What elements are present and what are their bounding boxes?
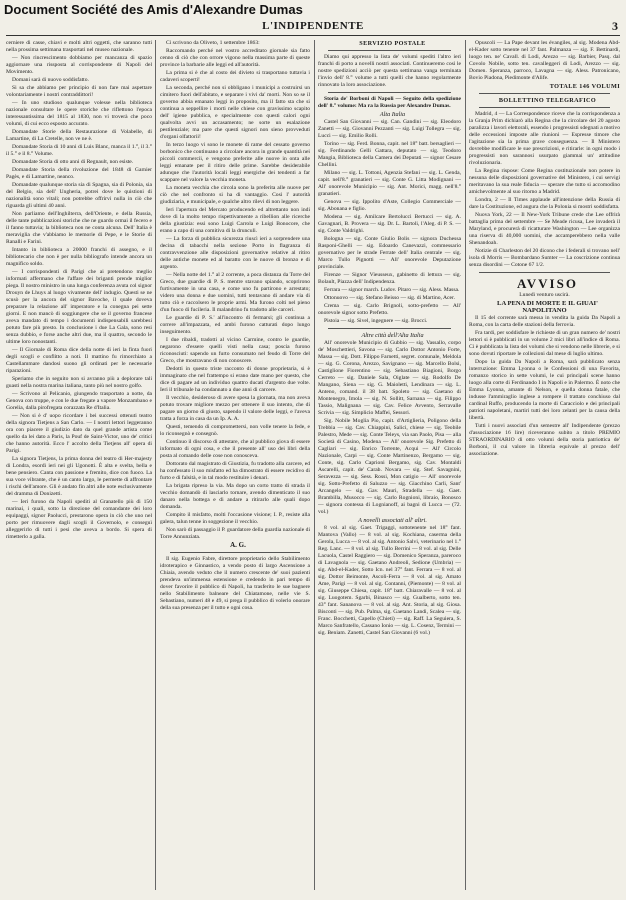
article-paragraph: Dottorato dal magistrato di Giustizia, fu tradotto alla carcere, ed ha confessato il suo misfatto ed ha dimostrato di essere recidivo di furto e di falsità, e in tal modo restituire i denari.	[160, 461, 310, 481]
notice-subheading: LA PENA DI MORTE E IL GIUAI' NAPOLITANO	[497, 300, 598, 314]
column-3	[318, 40, 461, 895]
column-2	[160, 40, 310, 895]
telegram-item: Londra, 2 — Il Times applaude all'intenzione della Russia di dare la Costituzione, ed augura che la Polonia si mostri soddisfatta.	[469, 197, 620, 210]
article-paragraph: Le guardie di P. S.' all'incontro di fermarsi; gli continua a correre all'impazzata, ed ambi furono catturati dopo lungo inseguimento.	[160, 315, 310, 335]
article-paragraph: — Scrivono al Pelicanio, giungendo trasportato a notte, da Genova con truppe, e con le due fregate a vapore Monzambano e Gorelia, dalla pirofregata corazzata Re d'Italia.	[6, 391, 152, 411]
section-rule	[479, 272, 610, 273]
column-divider	[465, 40, 466, 890]
subscriber-list: All' onorevole Municipio di Gubbio — sig. Vassallo, corpo de' Moschettieri, Savona — sig. Carlo Dottor Antonio Forte, Massa — sig. Dott. Filippo Farnetti, segret. comunale, Meldola — sig. G. Corona, Arezzo, Savignano — sig. Marcello Bolsi, Castiglione Fiorentino — sig. Sebastiano Biagioni, Borgo Cerreto — sig. Daniele Sala, Oiglate — sig. Rodolfo De Mangano, Siena — sig. G. Maioletti, Lendinara — sig. L. Anteno, comand. il 38 batt. Spoleto — sig. Gaetano di Montenegro, Imola — sig. N. Sollitt, Sarnana — sig. Filippo Tassio, Malignana — sig. Cav. Felice Avvento, Serravalle Scrivia — sig. Simplicio Maffei, Sessori.	[318, 340, 461, 416]
notice-paragraph: Lunedì venturo uscirà.	[519, 292, 570, 298]
header-rule	[6, 35, 620, 36]
article-paragraph: Ieri l'apertura del Mercato producendo ed altrettanto non indi dove di la molto tempo rispettivamente a ribellion alle ricerche della giustizia: essi sono Luigi Carrola e Luigi Bonocore, che erano a capo di una comitiva di la drunculi.	[160, 207, 310, 234]
article-paragraph: Il vecchio, desideroso di avere spesa la giornata, ma non aveva potuto trovare migliore mezzo per ottenere il suo intento, che di pagare un giorno di giusto, sapendo il valore delle leggi, e l'aveva tratta a forza in casa da un Ip. A. A.	[160, 395, 310, 422]
article-paragraph: Il sig. Eugenio Fabre, direttore proprietario dello Stabilimento idroterapico e Ginnastico, a vendo posto di largo Ascensione a Chiaia, avendo veduto che il numero crescente de' suoi pazienti prendeva un'immensa estensione e credendo in pari tempo di dover favorire il pubblico di Napoli, ha trasferito le sue bagnere nello Stabilimento balneare del Chiatamone, nelle vie S. Sebastiano, numeri 48 e 49, si prega il pubblico di volerlo onorare della sua presenza per il tutto e ogni cosa.	[160, 556, 310, 611]
article-paragraph: La moneta vecchia che circola sono la preferita alle nuove per ciò che nel confronto si ha di vantaggio. Così l' autorità giudiziaria, e municipale, e qualche altro rilevi di non leggere.	[160, 185, 310, 205]
article-paragraph: Domandate Storia della rivoluzione del 1848 di Garnier Pagès, e di Lamartine, neanco.	[6, 167, 152, 180]
volume-total: TOTALE 146 VOLUMI	[549, 83, 620, 90]
newspaper-title: L'INDIPENDENTE	[262, 20, 364, 32]
article-paragraph: In terzo luogo vi sono le monete di rame del cessato governo borbonico che continuano a circolare ancora in grande quantità nei piccoli commercii, e vengono preferite alle nuove in onta alle leggi emanate per il ritiro delle prime. Sarebbe desiderabile adunque che l'autorità locali leggi energiche dei tendenti a far scappare nel valore la vecchia moneta.	[160, 142, 310, 183]
article-paragraph: Domani sarà di nuovo soddisfatto.	[12, 77, 89, 83]
article-paragraph: Non sarò di passaggio il P. guardatore della guardia nazionale di Torre Annunziata.	[160, 527, 310, 540]
column-4	[469, 40, 620, 895]
section-rule	[170, 552, 300, 553]
subsection-heading: A novelli associati all' altri.	[358, 517, 427, 524]
subscriber-list: Bologna — sig. Conte Giulio Bolis — signora Duchessa Rasponi-Ghelli — sig. Edoardo Canevazzi, commessario governativo per le strade Ferrate dell' Italia centrale — sig. Marco Tullo Pignotti — All' onorevole Deputazione provinciale.	[318, 236, 461, 270]
article-paragraph: — Ieri furono da Napoli spediti al Granatello più di 150 marinai, i quali, sotto la direzione del comandante dei loro equipaggi, signor Paolucci, prestarono opera in ciò che uno nel porto per rimuovere dagli scogli il Governolo, e conseguì alleggerirlo di tutti i pesi che aveva a bordo. Si spera di rimetterlo a galla.	[6, 499, 152, 540]
notice-paragraph: Tutti i nuovi associati d'un semestre all' Indipendente (prezzo d'associazione 16 lire) riceveranno subito a titolo PREMIO STRAORDINARIO di otto volumi della storia patriottica de' Borboni, il cui valore in libreria equivale al prezzo dell' associazione.	[469, 423, 620, 457]
subscriber-list: 8 vol. al sig. Gaet. Trigaggi, sottotenente nel 18° fant. Mantova (Vallo) — 8 vol. al sig. Kochiana, caserma della Gerola, Lucca — 8 vol. al sig. Antonio Salvi, veterinario nel 1.° Reg. Lanc. — 8 vol. al sig. Tullo Berrini — 8 vol. al sig. Delle Lacuola, Castel Raggiero — sig. Domenico Speranza, pareroco di Lavagnola — sig. Gaetano Andreoli, Sedione (Umbria) — sig. Abd-el-Kader, Sotto Icn. nel 37° fant. Ferrara — 8 vol. al sig. Dottor Beimonte, Ascoli-Ferra — 8 vol. al sig. Amato Ame, Parigi — 8 vol. al sig. Contanni, (Piemonte) — 8 vol. al sig. Giuseppe Chiesa, capit. 18° batt. Chiaravalle — 8 vol. al sig. Luogotem. Sgarbi, Binasco — sig. Gualberto, sotto ten. 43° fant. Sananova — 8 vol. al sig. Ant. Storia, al sig. Giosa. Bisconti — sig. Pub. Palma, sig. Gaetano Landi, Scalea — sig. Franc. Bocchetti, Capello (Chieti) — sig. Raff. La Seguiera, S. Marco Sanfratello, Cassano Ionio — sig. L. Cosenz, Termini — sig. Beniam. Zanetti, Castel San Giovanni (6 vol.)	[318, 525, 461, 636]
article-paragraph: Continuo il discorso di attestare, che al pubblico giova di essere informato di ogni cosa, e che il presente all' uso dei libri della posta al comando delle cose non conosceva.	[160, 439, 310, 459]
article-paragraph: Domandate Storie della Restaurazione di Volabelle, di Lamartine, di La Cretelle, non ve ne è.	[6, 129, 152, 142]
article-paragraph: Intanto in biblioteca a 20000 franchi di assegno, e il bibliotecario che non è per nulla bibliografo intende ancora un magnifico soldo.	[6, 247, 152, 267]
article-paragraph: Non parliamo dell'Inghilterra, dell'Oriente, e della Russia, delle tante pubblicazioni storiche che ne guardo ormai il fecero e il fanno tuttavia; la biblioteca non ne conta alcuna. Dell' Italia è meraviglia che v'abbiamo le memorie di Pepe, e le Storie di Ranalli e Farini.	[6, 211, 152, 245]
section-rule	[328, 92, 451, 93]
article-paragraph: Speriamo che in seguito non si avranno più a deplorare tali guasti nella nostra marina italiana, tanto più nel nostro golfo.	[6, 376, 152, 389]
article-paragraph: — Non rincrescimento dobbiamo per mancanza di spazio aggiornare una rissposta al corrispondente di Napoli del Movimento.	[6, 55, 152, 75]
subscriber-list: Castel San Giovanni — sig. Can. Gandini — sig. Eleodoro Zanetti — sig. Giovanni Pezzanti — sig. Luigi Tollegra — sig. Lucci — sig. Emilio Rolli.	[318, 119, 461, 139]
subscriber-list: Crema — sig. Carlo Brignoli, sotto-prefetto — All' onorevole signor sotto Prefetto.	[318, 303, 461, 316]
article-paragraph: La signora Tietjens, la prima donna del teatro di Her-majesty di Londra, esordì ieri nei gli Ugonotti. È alta e svelta, bella e bene pensiero. Canta con passione e fremito, dice con fuoco. La sua voce vibrante, che è un canto largo, le permette di affrontare i rischi dell'amore. Gli è andato fin altri alle note esclusivamente del dramma di Donizetti.	[6, 456, 152, 497]
telegram-item: La Regina rispose: Come Regina costituzionale non potere in nessuna delle disposizioni governative del Ministero, i cui servigi meritavano la sua reale fiducia — sperare che tutto si accomodino amichevolmente al suo ritorno a Madrid.	[469, 168, 620, 195]
telegram-item: Nuova York, 22 — Il New-York Tribune crede che Lee offrirà battaglia prima del settembre — Se Meade ricusa, Lee invaderà il Maryland, e procurerà di ricatturare Washington — Lee organizza una riserva di 40,000 uomini, che accamperebbero nella valle Shenandoah.	[469, 212, 620, 246]
telegram-item: Madrid, 4 — La Correspondence riceve che la corrispondenza a la Granja Prim dichiarò alla Regina che la circolare del 20 agosto paralizza i lavori elettorali, essendo i progressisti sdegnati a motivo delle eccessioni imposte alle riunioni — Espresse timore che l'agitazione sia la prima grave conseguenza. — Il Ministero dovrebbe modificare le sue prescrizioni, e ritirarle: in ogni modo i progressisti non sarannosi usurpato giammai un' attitudine rivoluzionaria.	[469, 111, 620, 166]
article-paragraph: Compito il misfatto, molti l'occasione visione; I. P., resiste alla galera, talun tenne in soggezione il vecchio.	[160, 512, 310, 525]
section-rule	[479, 107, 610, 108]
article-paragraph: La brigata ripreso la via. Ma dopo un corto tratto di strada il vecchio domandò di lasciarlo tornare, avendo dimenticato il suo danaro nella bottega e di andare a ritirarlo alle quali dopo domanda.	[160, 483, 310, 510]
article-paragraph: — Nella notte del 1.° al 2 corrente, a poca distanza da Torre del Greco, due guardie di P. S. mentre stavano spiando, scoprirono furtivamente in una casa, e come uno fu partirono e arrestato; videro una donna e due uomini, tutti tentavano di andare via di tutto ciò e raccolsero le proprie armi. Ma furono colti nel pieno d'un fuoco di fucileria. Il malandrino fu tradotto alle carceri.	[160, 272, 310, 313]
article-paragraph: — In uno studioso qualunque volesse nella biblioteca nazionale consultare le opere storiche che riflettono l'epoca interessantissima del 1815 al 1830, non vi troverà che poco volumi, di cui ecco esposto accurato.	[6, 100, 152, 127]
notice-paragraph: Dopo la guida Da Napoli a Roma, sarà pubblicato senza interruzione: Emma Lyonna o le Confessioni di una Favorita, romanzo storico in sette volumi, le cui principali scene hanno luogo alla corte di Ferdinando I in Napoli e in Palermo. È noto che Emma Lyonna, amante di Nelson, e quella donna fatale, che indusse l'ammiraglio inglese a rompere il trattato conchiuso dal cardinal Ruffo, producendo la morte di Caracciolo e dei principali patrioti napoletani, martiri tutti dei loro zelanti per la causa della libertà.	[469, 359, 620, 421]
subsection-heading: Alta Italia	[379, 111, 406, 118]
column-1	[6, 40, 152, 895]
article-paragraph: Raccomando perché nel vostro accreditato giornale sia fatto cenno di ciò che con orrore vigono nella massima parte di queste province la barbarie alle leggi ed all'autorità.	[160, 48, 310, 68]
article-paragraph: La prima si è che al costo dei divieto si trasportano tuttavia i cadaveri scoperti!	[160, 70, 310, 83]
article-paragraph: Ci scrivono da Oliveto, 1 settembre 1863:	[166, 40, 260, 46]
subscriber-list: Modena — sig. Amilcare Bertolucci Bertucci — sig. A. Gavagnari, B. Provera — sig. Dr. L. Bartoli, l'Aleg. di P. S. — sig. Conte Valdrighi.	[318, 214, 461, 234]
article-paragraph: — Il Giornale di Roma dice della notte di ieri la finta fuori degli scogli e conflitto a noti. Il mattino fu rimorchiato a Castellammare dandosi suono gli ordinati per le necessarie riparazioni.	[6, 347, 152, 374]
article-paragraph: — I corrispondenti di Parigi che ai pretendono meglio informati affermano che l'affare dei briganti prende miglior piega. Il nostro ministro in una lunga conferenza avuta col signor Drouyn de Lhuys al luogo vivamente dell' indugio. Questi se ne scusò per la ancora del signor Bavoche, il quale doveva preparare la relazione all' imperatore e la conegna pei sette giorni. E non mancò di soggiungere che se il governo francese aveva mandato di tempo i documenti indispensabili sarebbesi potuto fare più presto. In conclusione i due La Gala, sono resi senza dubbio, e forse anche altri due, ma il quattro, secondo le ultime loro nonostanti.	[6, 269, 152, 345]
section-heading: SERVIZIO POSTALE	[359, 40, 426, 47]
article-signature: A. G.	[230, 541, 246, 549]
section-rule	[479, 93, 610, 94]
section-rule	[328, 328, 451, 329]
notice-paragraph: Fra tardi, per soddisfare le richieste di un gran numero de' nostri lettori si è pubblicati in un volume 2 mici libri all'indice di Roma. Ci è pubblicata la lista dei volumi che si vendono nelle librerie, e si sono dovuti riportare le collezioni dal mese di luglio ultimo.	[469, 330, 620, 357]
notice-heading: AVVISO	[517, 276, 578, 291]
document-watermark: Document Société des Amis d'Alexandre Dumas	[4, 2, 303, 17]
article-paragraph: Questi, temendo di compromettersi, non volle tenere la fede, e lo riconsegnò e consegnò.	[160, 424, 310, 437]
column-divider	[155, 40, 156, 890]
article-paragraph: Dedotti in questo triste racconto di donne proprietaria, si è immaginato che nel frattempo si erano date mano per questo, che dice di pagare ad un individuo quattro ducati d'argento due volte. Ieri il tribunale ha condannato a due anni di carcere.	[160, 366, 310, 393]
subscriber-list: Firenze — Signor Vieusseux, gabinetto di lettura — sig. Bolault, Piazza dell' Indipendenza.	[318, 272, 461, 285]
subscriber-list: Milano — sig. L. Tottoni, Agenzia Stefani — sig. L. Genda, capit. nell'8.° granatieri — sig. Conte G. Litta Modignani — All' onorevole Municipio — sig. Ant. Morici, magg. nell'8.° granatieri.	[318, 170, 461, 197]
section-heading: BOLLETTINO TELEGRAFICO	[498, 97, 597, 104]
article-paragraph: Domandate Storia di otto anni di Regnault, non esiste.	[12, 159, 134, 165]
subscriber-list: Pistoia — sig. Sivel, ingegnere — sig. Brocci.	[324, 318, 428, 324]
article-paragraph: Domandate Storia di 10 anni di Luis Blanc, manca il 1.°, il 3.° il 5.° e il 8.° Volume.	[6, 144, 152, 157]
page-number: 3	[612, 19, 618, 33]
subscriber-list: Ferrara — signor march. Ludov. Pitaro — sig. Aless. Massa.	[324, 287, 460, 293]
article-paragraph: Domandate qualunque storia sia di Spagna, sia di Polonia, sia del Belgio, sia dell' Ungheria, potrei dove le quistioni di nazionalità sono vitali; non potrebbe offrirvi nulla in ciò che riguarda gli ultimi 40 anni.	[6, 182, 152, 209]
notice-paragraph: Il 15 del corrente sarà messa in vendita la guida Da Napoli a Roma, con la carta delle stazioni della ferrovia.	[469, 315, 620, 328]
article-paragraph: Storia de' Borboni di Napoli — Seguito della spedizione dell' 8.° volume: Ma ra la Russia per Alexandre Dumas.	[318, 96, 461, 109]
section-rule	[328, 50, 451, 51]
article-paragraph: Si sa che abbiamo per principio di non fare mai aspettare volontariamente i nostri contraddittori!	[6, 85, 152, 98]
article-paragraph: I due ribaldi, tradotti al vicino Carmine, contro le guardie, negarono d'essere quelli visti nella casa; poscia furono riconosciuti: sapendo un furto consumato nel feudo di Torre del Greco, che mostravano di non conoscere.	[160, 337, 310, 364]
subscriber-list: Genova — sig. Ippolito d'Aste, Collegio Commerciale — sig. Abonana e figlio.	[318, 199, 461, 212]
subscriber-list: Ottonuovo — sig. Stefano Beisso — sig. di Martino, Acer.	[324, 295, 455, 301]
subscriber-list: Torino — sig. Ferd. Bonna, capit. nel 18° batt. bersaglieri — sig. Ferdinando Gelli Gattara, deputato — sig. Teodoro Mangia, Biblioteca della Camera dei Deputati — signor Cesare Chellini.	[318, 141, 461, 168]
subsection-heading: Altre città dell'Alta Italia	[361, 332, 424, 339]
column-divider	[314, 40, 315, 890]
article-paragraph: La seconda, perché non si obbligano i municipi a costruirsi un cimitero fuori dell'abitato, e separare i vivi da' morti. Non so se il governo abbia emanato leggi in proposito, ma il fatto sta che si continua a seppellire i morti nelle chiese con gravissimo scapito dell' igiene pubblica, e specialmente con questi calori ogni qualvolta avvi un accasamento; ne sorte un esalazione pestilenziale; ma pare che questi signori non sieno provveduti d'organi olfattorii!	[160, 85, 310, 140]
subscriber-list: Sig. Nobile Moglia Pio, capit. d'Artiglieria, Poligono della Trebbia — sig. Cav. Chiappini, Salici, chiese — sig. Teobile Palestro, Mede — sig. Conte Teleys, via san Paolo, Pisa — alla Società di Casino, Modena — All' onorevole Sig. Prefetto di Cagliari — sig. Enrico Torrente, Acqui — All' Circolo Nazionale, Carpi — sig. Conte Martinenzo, Bergamo — sig. Conte, sig. Carlo Caprioni Bergamo, sig. Cav. Montaldi Ascarelli, capit. de' Carab. Novara — sig. Stef. Savagnini, Seravezza — sig. Sess. Rossi, Mon catigio — All' onorevole sig. Sotto-Prefetto di Saluzzo — sig. Giacchino Carli, Sant' Arcangelo — sig. Gav. Mauri, Stradella — sig. Gaet. Brambilla, Musocco — sig. Carlo Rognioni, libraio, Bonosco — signora contessa di Lognianoff, ai bagni di Lucca — (72. vol.)	[318, 418, 461, 515]
subscriber-list: Opuscoli — La Pape devant les évangiles, al sig. Modena Abd-el-Kader sotto tenente nel 37 fant. Palmanza — sig. F. Bettinardi, luogo ten. ne' Cavall. di Lodi, Arezzo — sig. Barbier, Pasq. dal Covolo Nobile, sotto ten. cavalleggeri di Lodi, Arezzo — sig. Domen. Speranza, parroco, Lavagna — sig. Aless. Patronicano, Bovio Piadona, Piedimonte d'Alife.	[469, 40, 620, 81]
article-paragraph: — Non si è d' uopo ricordare i bei successi ottenuti teatro della signora Tietjens a San Carlo. — I nostri lettori leggeranno ora con piacere il giudizio dato da quel grande artista come quello da lei dato a Paris, la Pouf de Saint-Victor, uno de' critici che hanno autorità. Ecco l' accolto della Tietjens all' opera di Parigi.	[6, 413, 152, 454]
article-paragraph: cerniere di casse, chiavi e molti altri oggetti, che saranno tutti nella prossima settimana trasportati nel museo nazionale.	[6, 40, 152, 53]
telegram-item: Notizie di Charleston del 20 dicono che i federali si trovano nell' isola di Morris — Bombardano Sumter — La coscrizione continua senza disordini — Cotone 67 1/2.	[469, 248, 620, 268]
article-paragraph: Diamo qui appresso la lista de' volumi spediti l'altro ieri franchi di porto a novelli nostri associati. Continueremo così le nostre spedizioni acciò per questa settimana vanga terminata l'invio dell' 8.° volume a tutti quelli che hanno regolarmente rinnovato la loro associazione.	[318, 54, 461, 88]
article-paragraph: — La forza di pubblica sicurezza riuscì ieri a sorprendere una decina di tabacchi nella sezione Porto in flagranza di contravvenzione alle disposizioni governative relative al ritiro delle antiche monete ed al baratto con le nuove di bronzo e di argento.	[160, 236, 310, 270]
